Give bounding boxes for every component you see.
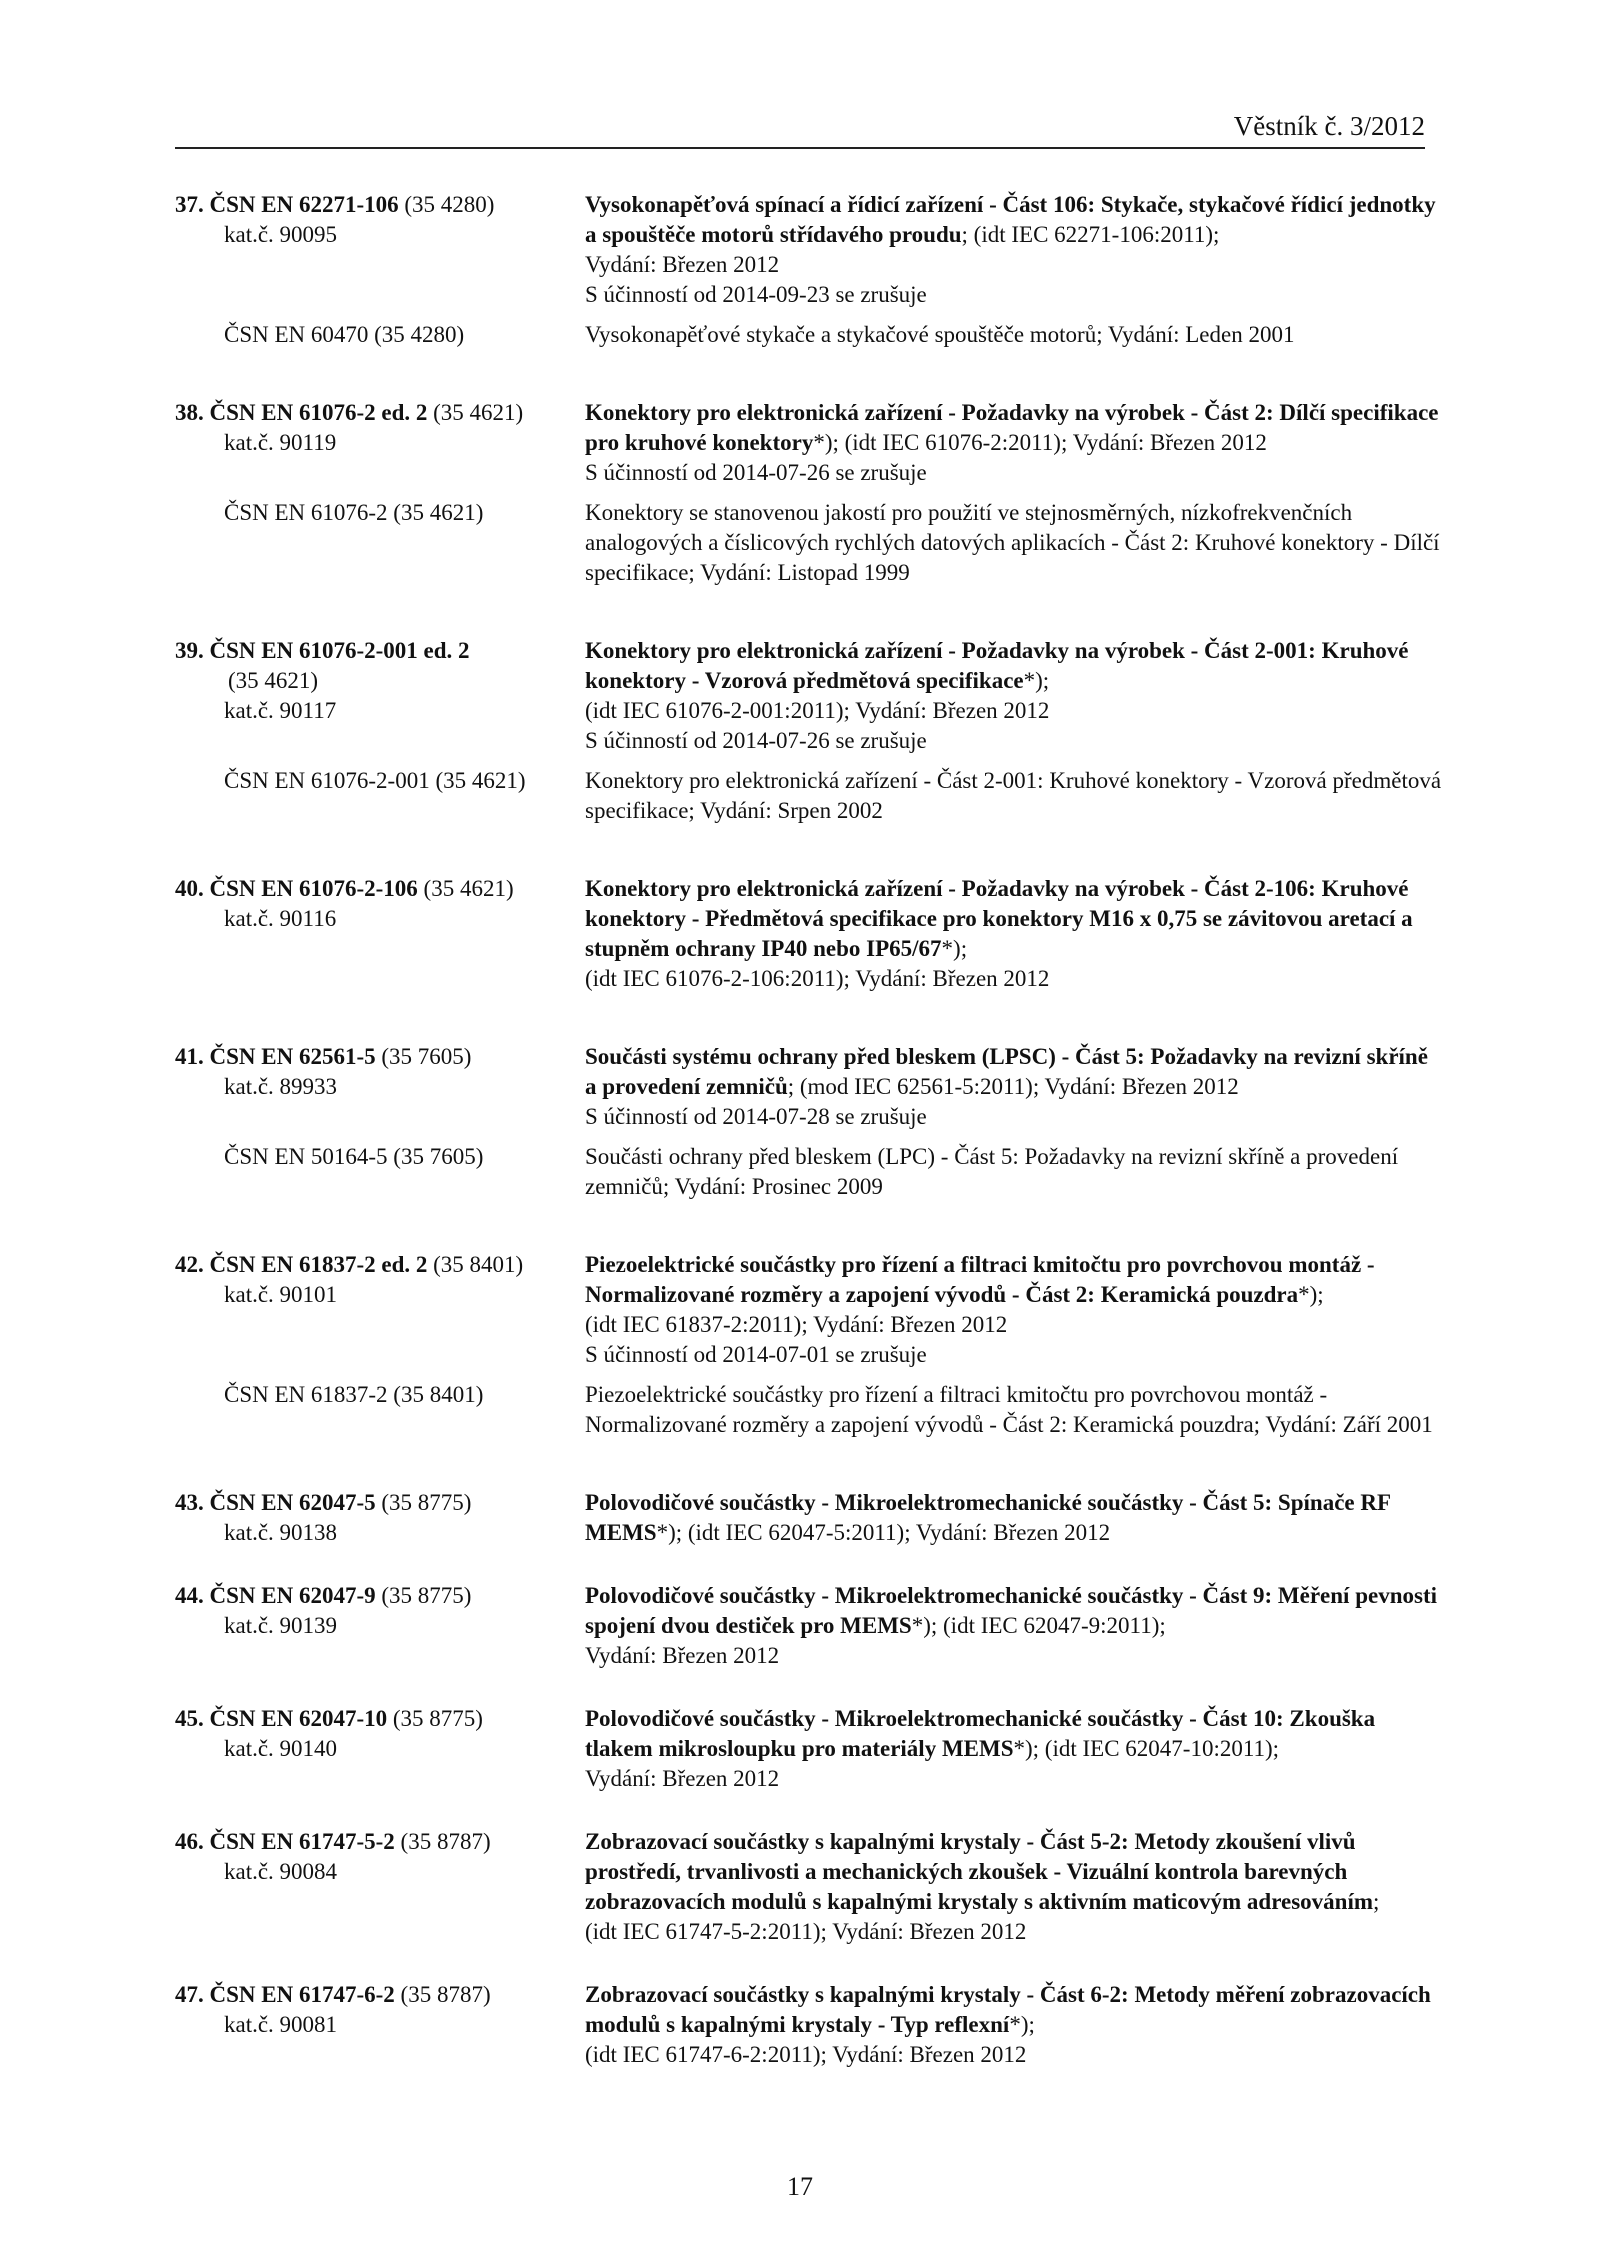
page-number: 17 [787,2172,813,2201]
replaced-standard-row [175,1380,1445,1440]
entry-number: 39. [175,638,204,663]
entry-detail-line: (idt IEC 61747-5-2:2011); Vydání: Březen 2012 [585,1919,1027,1944]
standard-reference: *); (idt IEC 61076-2:2011); Vydání: Březen 2012 [813,430,1267,455]
replaced-standard-code: ČSN EN 61837-2 (35 8401) [224,1382,484,1407]
replaced-standard-code: ČSN EN 61076-2 (35 4621) [224,500,484,525]
entry-number: 40. [175,876,204,901]
entry-title-line [585,1250,1445,1310]
standard-title: Polovodičové součástky - Mikroelektromechanické součástky - Část 9: Měření pevnosti spojení dvou destiček pro MEMS [585,1583,1437,1638]
entry-main-row [175,1704,1445,1794]
standard-title: Konektory pro elektronická zařízení - Požadavky na výrobek - Část 2-106: Kruhové konektory - Předmětová specifikace pro konektory M16 x 0,75 se závitovou aretací a stupněm ochrany IP40 nebo IP65/67 [585,876,1413,961]
replaced-standard-row [175,320,1445,350]
entry-main-row [175,636,1445,756]
classification-code: (35 7605) [375,1044,472,1069]
entry-main-row [175,190,1445,310]
catalog-number: kat.č. 90140 [224,1736,338,1761]
standard-title: Konektory pro elektronická zařízení - Požadavky na výrobek - Část 2-001: Kruhové konektory - Vzorová předmětová specifikace [585,638,1409,693]
standard-code: ČSN EN 61076-2-106 [209,876,418,901]
standard-reference: ; (idt IEC 62271-106:2011); [961,222,1220,247]
entry-main-row [175,1980,1445,2070]
entry-title-line [585,1980,1445,2040]
standard-code: ČSN EN 61076-2-001 ed. 2 [209,638,470,663]
entry-detail-line: S účinností od 2014-09-23 se zrušuje [585,282,927,307]
entry-code-line [175,1252,523,1277]
entry-code-line [175,1706,483,1731]
entry-title-line [585,1704,1445,1764]
entry-identifier [175,1581,585,1641]
entry-identifier [175,636,585,726]
standard-title: Zobrazovací součástky s kapalnými krystaly - Část 5-2: Metody zkoušení vlivů prostředí, trvanlivosti a mechanických zkoušek - Vizuální kontrola barevných zobrazovacích modulů s kapalnými krystaly s aktivním maticovým adresováním [585,1829,1373,1914]
standard-code: ČSN EN 61747-5-2 [209,1829,395,1854]
classification-code: (35 4280) [398,192,495,217]
entry-code-line [175,400,523,425]
catalog-number: kat.č. 89933 [224,1074,338,1099]
entry-number: 43. [175,1490,204,1515]
entry-description [585,874,1445,994]
classification-code: (35 4621) [427,400,524,425]
entry-identifier [175,190,585,250]
standard-entry [175,1488,1445,1548]
entry-detail-line: (idt IEC 61837-2:2011); Vydání: Březen 2012 [585,1312,1008,1337]
entry-code-line [175,1490,471,1515]
standard-entry [175,1042,1445,1202]
entry-identifier [175,1488,585,1548]
entry-title-line [585,398,1445,458]
catalog-number: kat.č. 90117 [224,698,337,723]
entry-description [585,636,1445,756]
entry-identifier [175,398,585,458]
entry-main-row [175,1042,1445,1132]
entry-detail-line: Vydání: Březen 2012 [585,1766,780,1791]
entry-description [585,398,1445,488]
catalog-number: kat.č. 90119 [224,430,337,455]
entry-description [585,1250,1445,1370]
entry-number: 37. [175,192,204,217]
standard-title: Vysokonapěťová spínací a řídicí zařízení - Část 106: Stykače, stykačové řídicí jednotky a spouštěče motorů střídavého proudu [585,192,1436,247]
standard-entry [175,1581,1445,1671]
entry-description [585,1488,1445,1548]
standard-reference: *); (idt IEC 62047-10:2011); [1013,1736,1280,1761]
entry-code-line [175,1829,491,1854]
catalog-number: kat.č. 90139 [224,1613,338,1638]
replaced-standard-row [175,766,1445,826]
catalog-number: kat.č. 90081 [224,2012,338,2037]
bulletin-title: Věstník č. 3/2012 [1233,111,1425,141]
replaced-standard-code: ČSN EN 60470 (35 4280) [224,322,465,347]
standard-reference: *); [941,936,968,961]
entry-detail-line: (idt IEC 61076-2-001:2011); Vydání: Březen 2012 [585,698,1050,723]
classification-code: (35 8787) [394,1829,491,1854]
standard-reference: *); [1298,1282,1324,1307]
entry-number: 41. [175,1044,204,1069]
standard-reference: *); [1023,668,1050,693]
standard-code: ČSN EN 62047-5 [209,1490,376,1515]
entry-main-row [175,1488,1445,1548]
standard-entry [175,1704,1445,1794]
catalog-number: kat.č. 90095 [224,222,338,247]
entry-code-line [175,638,470,663]
entry-detail-line: S účinností od 2014-07-26 se zrušuje [585,728,927,753]
standard-entry [175,1827,1445,1947]
replaced-standard-code: ČSN EN 50164-5 (35 7605) [224,1144,484,1169]
entry-description [585,1827,1445,1947]
entry-description [585,1704,1445,1794]
standard-entry [175,1250,1445,1440]
standard-entry [175,636,1445,826]
entry-code-line [175,1044,471,1069]
entry-number: 42. [175,1252,204,1277]
entry-detail-line: S účinností od 2014-07-26 se zrušuje [585,460,927,485]
standard-code: ČSN EN 61837-2 ed. 2 [209,1252,428,1277]
standard-reference: ; [1373,1889,1380,1914]
entry-identifier [175,874,585,934]
entry-description [585,1042,1445,1132]
entry-description [585,190,1445,310]
catalog-number: kat.č. 90116 [224,906,337,931]
entry-number: 47. [175,1982,204,2007]
entry-number: 44. [175,1583,204,1608]
page-header [175,108,1425,149]
entry-detail-line: (idt IEC 61747-6-2:2011); Vydání: Březen 2012 [585,2042,1027,2067]
replaced-standard-title: Piezoelektrické součástky pro řízení a filtraci kmitočtu pro povrchovou montáž - Normalizované rozměry a zapojení vývodů - Část 2: Keramická pouzdra; Vydání: Září 2001 [585,1382,1433,1437]
entry-title-line [585,1042,1445,1102]
standard-title: Polovodičové součástky - Mikroelektromechanické součástky - Část 5: Spínače RF MEMS [585,1490,1391,1545]
standard-title: Polovodičové součástky - Mikroelektromechanické součástky - Část 10: Zkouška tlakem mikrosloupku pro materiály MEMS [585,1706,1376,1761]
standard-reference: *); (idt IEC 62047-9:2011); [911,1613,1166,1638]
entry-code-line [175,192,494,217]
standard-code: ČSN EN 62271-106 [209,192,399,217]
standard-title: Součásti systému ochrany před bleskem (LPSC) - Část 5: Požadavky na revizní skříně a provedení zemničů [585,1044,1428,1099]
classification-code: (35 8775) [375,1583,472,1608]
classification-code: (35 8775) [387,1706,483,1731]
replaced-standard-row [175,1142,1445,1202]
classification-code: (35 8775) [375,1490,472,1515]
replaced-standard-title: Konektory se stanovenou jakostí pro použití ve stejnosměrných, nízkofrekvenčních analogových a číslicových rychlých datových aplikacích - Část 2: Kruhové konektory - Dílčí specifikace; Vydání: Listopad 1999 [585,500,1440,585]
replaced-standard-title: Konektory pro elektronická zařízení - Část 2-001: Kruhové konektory - Vzorová předmětová specifikace; Vydání: Srpen 2002 [585,768,1442,823]
entry-identifier [175,1042,585,1102]
entry-main-row [175,1250,1445,1370]
catalog-number: kat.č. 90138 [224,1520,338,1545]
standard-entry [175,1980,1445,2070]
entry-description [585,1980,1445,2070]
entry-number: 45. [175,1706,204,1731]
catalog-number: kat.č. 90084 [224,1859,338,1884]
entry-title-line [585,1827,1445,1917]
entry-title-line [585,1581,1445,1641]
replaced-standard-code: ČSN EN 61076-2-001 (35 4621) [224,768,526,793]
standard-code: ČSN EN 61747-6-2 [209,1982,395,2007]
entry-identifier [175,1980,585,2040]
classification-code: (35 8401) [427,1252,524,1277]
entry-title-line [585,190,1445,250]
standard-code: ČSN EN 62561-5 [209,1044,376,1069]
classification-code: (35 8787) [394,1982,491,2007]
standard-reference: *); [1009,2012,1035,2037]
entry-description [585,1581,1445,1671]
standards-list [175,190,1445,2070]
entry-main-row [175,1581,1445,1671]
entry-number: 46. [175,1829,204,1854]
entry-title-line [585,874,1445,964]
entry-detail-line: Vydání: Březen 2012 [585,1643,780,1668]
entry-code-line [175,1982,491,2007]
entry-identifier [175,1704,585,1764]
standard-title: Konektory pro elektronická zařízení - Požadavky na výrobek - Část 2: Dílčí specifikace pro kruhové konektory [585,400,1439,455]
standard-code: ČSN EN 62047-10 [209,1706,388,1731]
entry-detail-line: Vydání: Březen 2012 [585,252,780,277]
standard-title: Piezoelektrické součástky pro řízení a filtraci kmitočtu pro povrchovou montáž - Normalizované rozměry a zapojení vývodů - Část 2: Keramická pouzdra [585,1252,1375,1307]
standard-entry [175,398,1445,588]
entry-detail-line: S účinností od 2014-07-01 se zrušuje [585,1342,927,1367]
entry-identifier [175,1827,585,1887]
standard-reference: ; (mod IEC 62561-5:2011); Vydání: Březen 2012 [787,1074,1239,1099]
standard-title: Zobrazovací součástky s kapalnými krystaly - Část 6-2: Metody měření zobrazovacích modulů s kapalnými krystaly - Typ reflexní [585,1982,1431,2037]
standard-code: ČSN EN 62047-9 [209,1583,376,1608]
entry-main-row [175,874,1445,994]
classification-code: (35 4621) [417,876,514,901]
replaced-standard-title: Vysokonapěťové stykače a stykačové spouštěče motorů; Vydání: Leden 2001 [585,322,1295,347]
replaced-standard-row [175,498,1445,588]
standard-reference: *); (idt IEC 62047-5:2011); Vydání: Březen 2012 [656,1520,1111,1545]
entry-title-line [585,1488,1445,1548]
catalog-number: kat.č. 90101 [224,1282,338,1307]
entry-detail-line: (idt IEC 61076-2-106:2011); Vydání: Březen 2012 [585,966,1050,991]
entry-identifier [175,1250,585,1310]
standard-entry [175,874,1445,994]
entry-detail-line: S účinností od 2014-07-28 se zrušuje [585,1104,927,1129]
classification-code: (35 4621) [228,668,319,693]
standard-code: ČSN EN 61076-2 ed. 2 [209,400,428,425]
entry-main-row [175,398,1445,488]
entry-code-line [175,876,514,901]
entry-main-row [175,1827,1445,1947]
entry-title-line [585,636,1445,696]
replaced-standard-title: Součásti ochrany před bleskem (LPC) - Část 5: Požadavky na revizní skříně a provedení zemničů; Vydání: Prosinec 2009 [585,1144,1399,1199]
entry-number: 38. [175,400,204,425]
entry-code-line [175,1583,471,1608]
standard-entry [175,190,1445,350]
